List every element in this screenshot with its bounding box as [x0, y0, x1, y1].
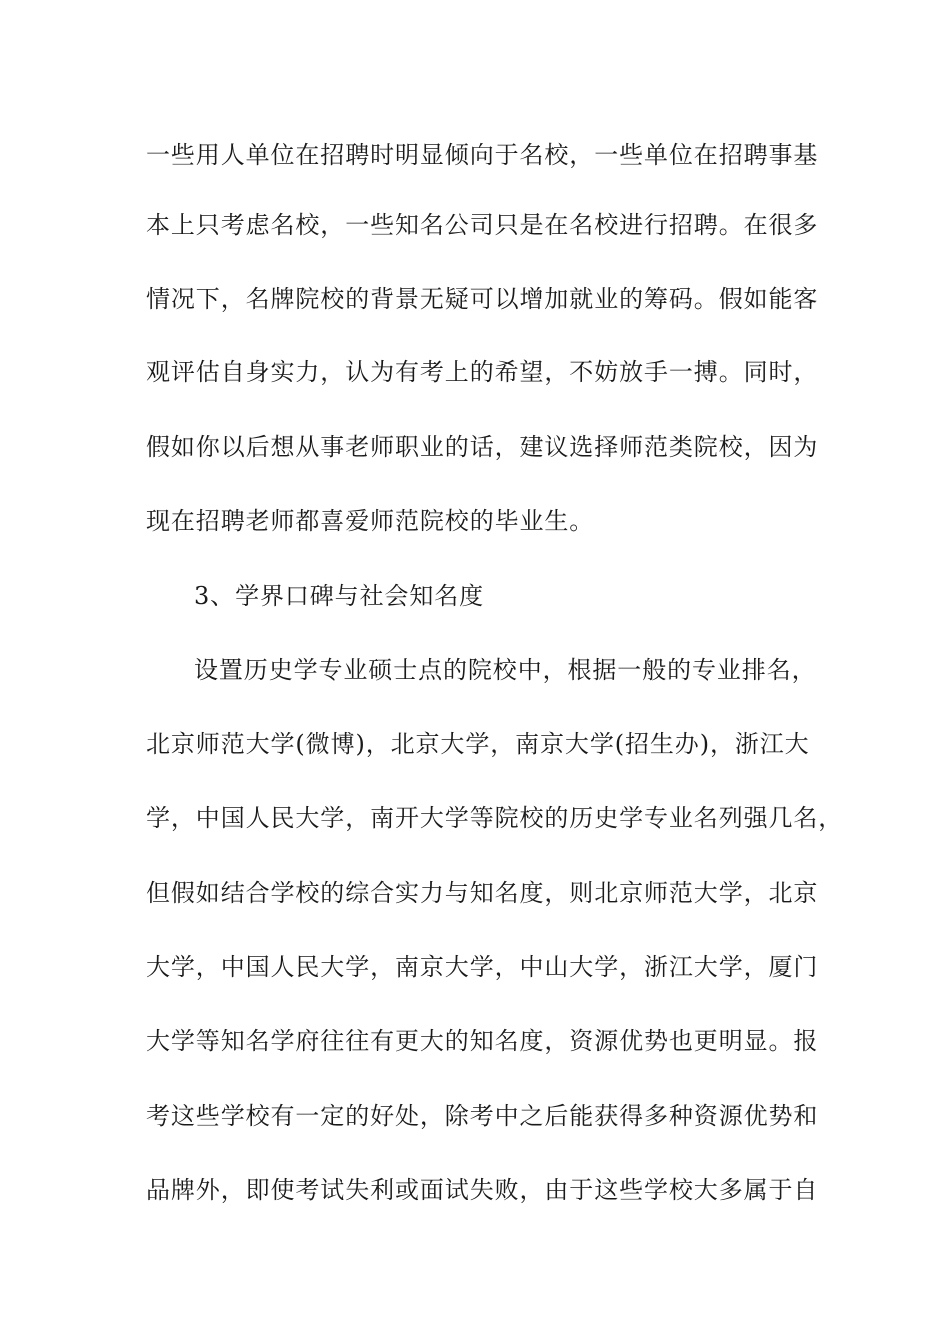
- paragraph-line: 情况下，名牌院校的背景无疑可以增加就业的筹码。假如能客: [146, 285, 819, 313]
- paragraph-line: 北京师范大学(微博)，北京大学，南京大学(招生办)，浙江大: [146, 730, 810, 758]
- paragraph-line: 学，中国人民大学，南开大学等院校的历史学专业名列强几名，: [146, 804, 844, 832]
- paragraph-line: 考这些学校有一定的好处，除考中之后能获得多种资源优势和: [146, 1102, 819, 1130]
- paragraph-line: 品牌外，即使考试失利或面试失败，由于这些学校大多属于自: [146, 1176, 819, 1204]
- paragraph-line: 但假如结合学校的综合实力与知名度，则北京师范大学，北京: [146, 879, 819, 907]
- paragraph-line: 现在招聘老师都喜爱师范院校的毕业生。: [146, 507, 595, 535]
- paragraph-line: 大学等知名学府往往有更大的知名度，资源优势也更明显。报: [146, 1027, 819, 1055]
- paragraph-line: 大学，中国人民大学，南京大学，中山大学，浙江大学，厦门: [146, 953, 819, 981]
- paragraph-line: 观评估自身实力，认为有考上的希望，不妨放手一搏。同时，: [146, 358, 819, 386]
- section-heading: 3、学界口碑与社会知名度: [194, 582, 485, 610]
- paragraph-line: 本上只考虑名校，一些知名公司只是在名校进行招聘。在很多: [146, 211, 819, 239]
- paragraph-line: 一些用人单位在招聘时明显倾向于名校，一些单位在招聘事基: [146, 141, 819, 169]
- paragraph-line: 假如你以后想从事老师职业的话，建议选择师范类院校，因为: [146, 433, 819, 461]
- paragraph-line: 设置历史学专业硕士点的院校中，根据一般的专业排名，: [194, 656, 817, 684]
